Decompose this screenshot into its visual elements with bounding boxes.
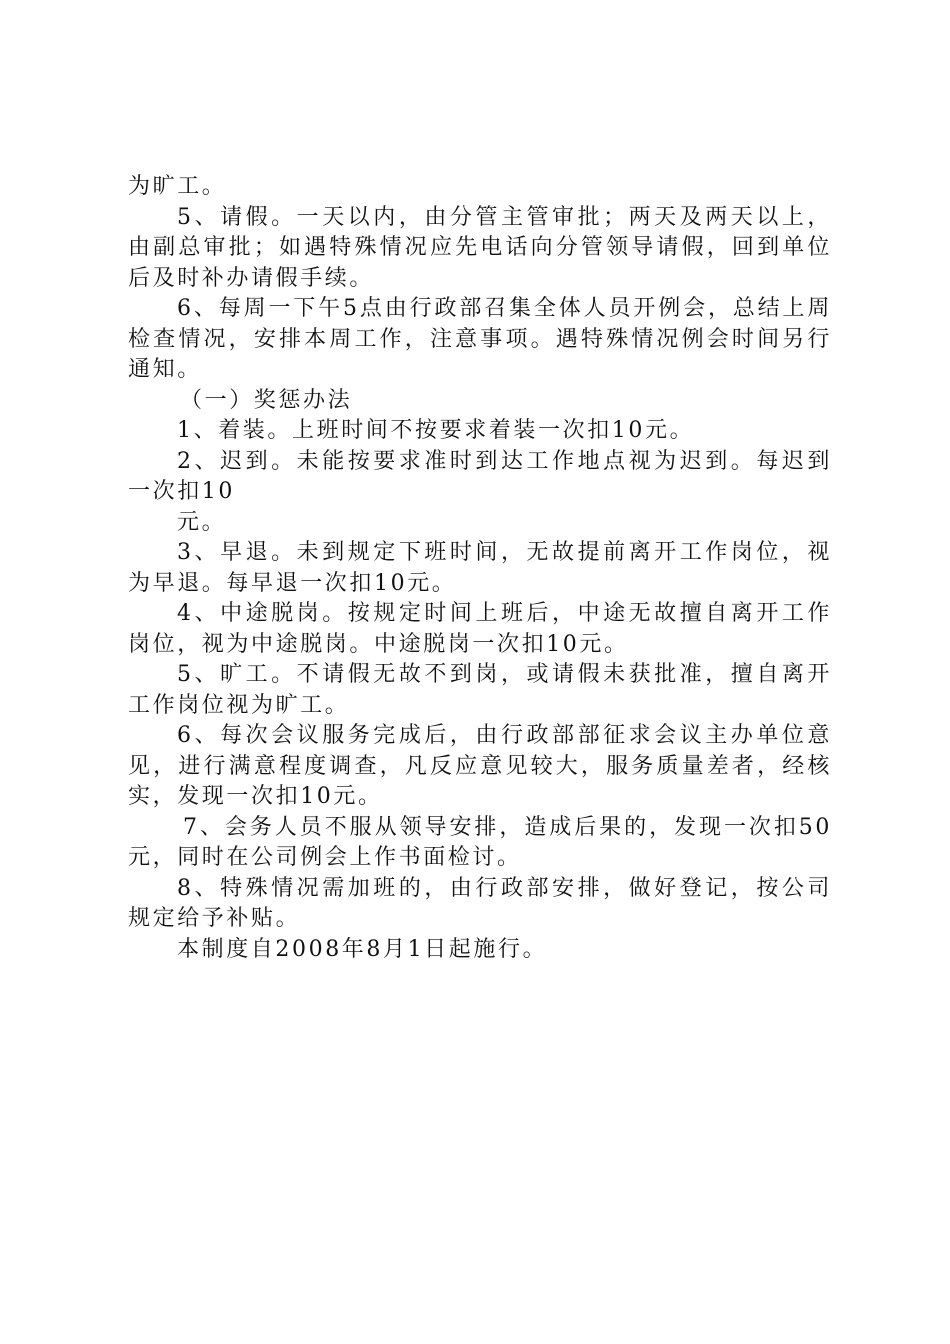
paragraph-late-arrival: 2、迟到。未能按要求准时到达工作地点视为迟到。每迟到一次扣10 xyxy=(128,448,832,504)
paragraph-absenteeism: 5、旷工。不请假无故不到岗，或请假未获批准，擅自离开工作岗位视为旷工。 xyxy=(128,662,832,718)
paragraph-overtime: 8、特殊情况需加班的，由行政部安排，做好登记，按公司规定给予补贴。 xyxy=(128,875,832,931)
paragraph-dress-code: 1、着装。上班时间不按要求着装一次扣10元。 xyxy=(177,418,695,443)
section-heading-rewards-penalties: （一）奖惩办法 xyxy=(180,387,353,413)
document-page xyxy=(128,172,832,965)
paragraph-continuation: 为旷工。 xyxy=(128,174,227,199)
paragraph-meeting-service: 6、每次会议服务完成后，由行政部部征求会议主办单位意见，进行满意程度调查，凡反应意见较大，服务质量差者，经核实，发现一次扣10元。 xyxy=(128,723,832,809)
paragraph-late-arrival-unit: 元。 xyxy=(177,509,227,535)
paragraph-effective-date: 本制度自2008年8月1日起施行。 xyxy=(177,936,548,962)
paragraph-disobedience: 7、会务人员不服从领导安排，造成后果的，发现一次扣50元，同时在公司例会上作书面检讨。 xyxy=(128,814,832,870)
paragraph-weekly-meeting: 6、每周一下午5点由行政部召集全体人员开例会，总结上周检查情况，安排本周工作，注意事项。遇特殊情况例会时间另行通知。 xyxy=(128,296,832,382)
paragraph-early-leave: 3、早退。未到规定下班时间，无故提前离开工作岗位，视为早退。每早退一次扣10元。 xyxy=(128,540,832,596)
paragraph-leaving-post: 4、中途脱岗。按规定时间上班后，中途无故擅自离开工作岗位，视为中途脱岗。中途脱岗一次扣10元。 xyxy=(128,601,832,657)
paragraph-leave-request: 5、请假。一天以内，由分管主管审批；两天及两天以上，由副总审批；如遇特殊情况应先电话向分管领导请假，回到单位后及时补办请假手续。 xyxy=(128,204,832,291)
